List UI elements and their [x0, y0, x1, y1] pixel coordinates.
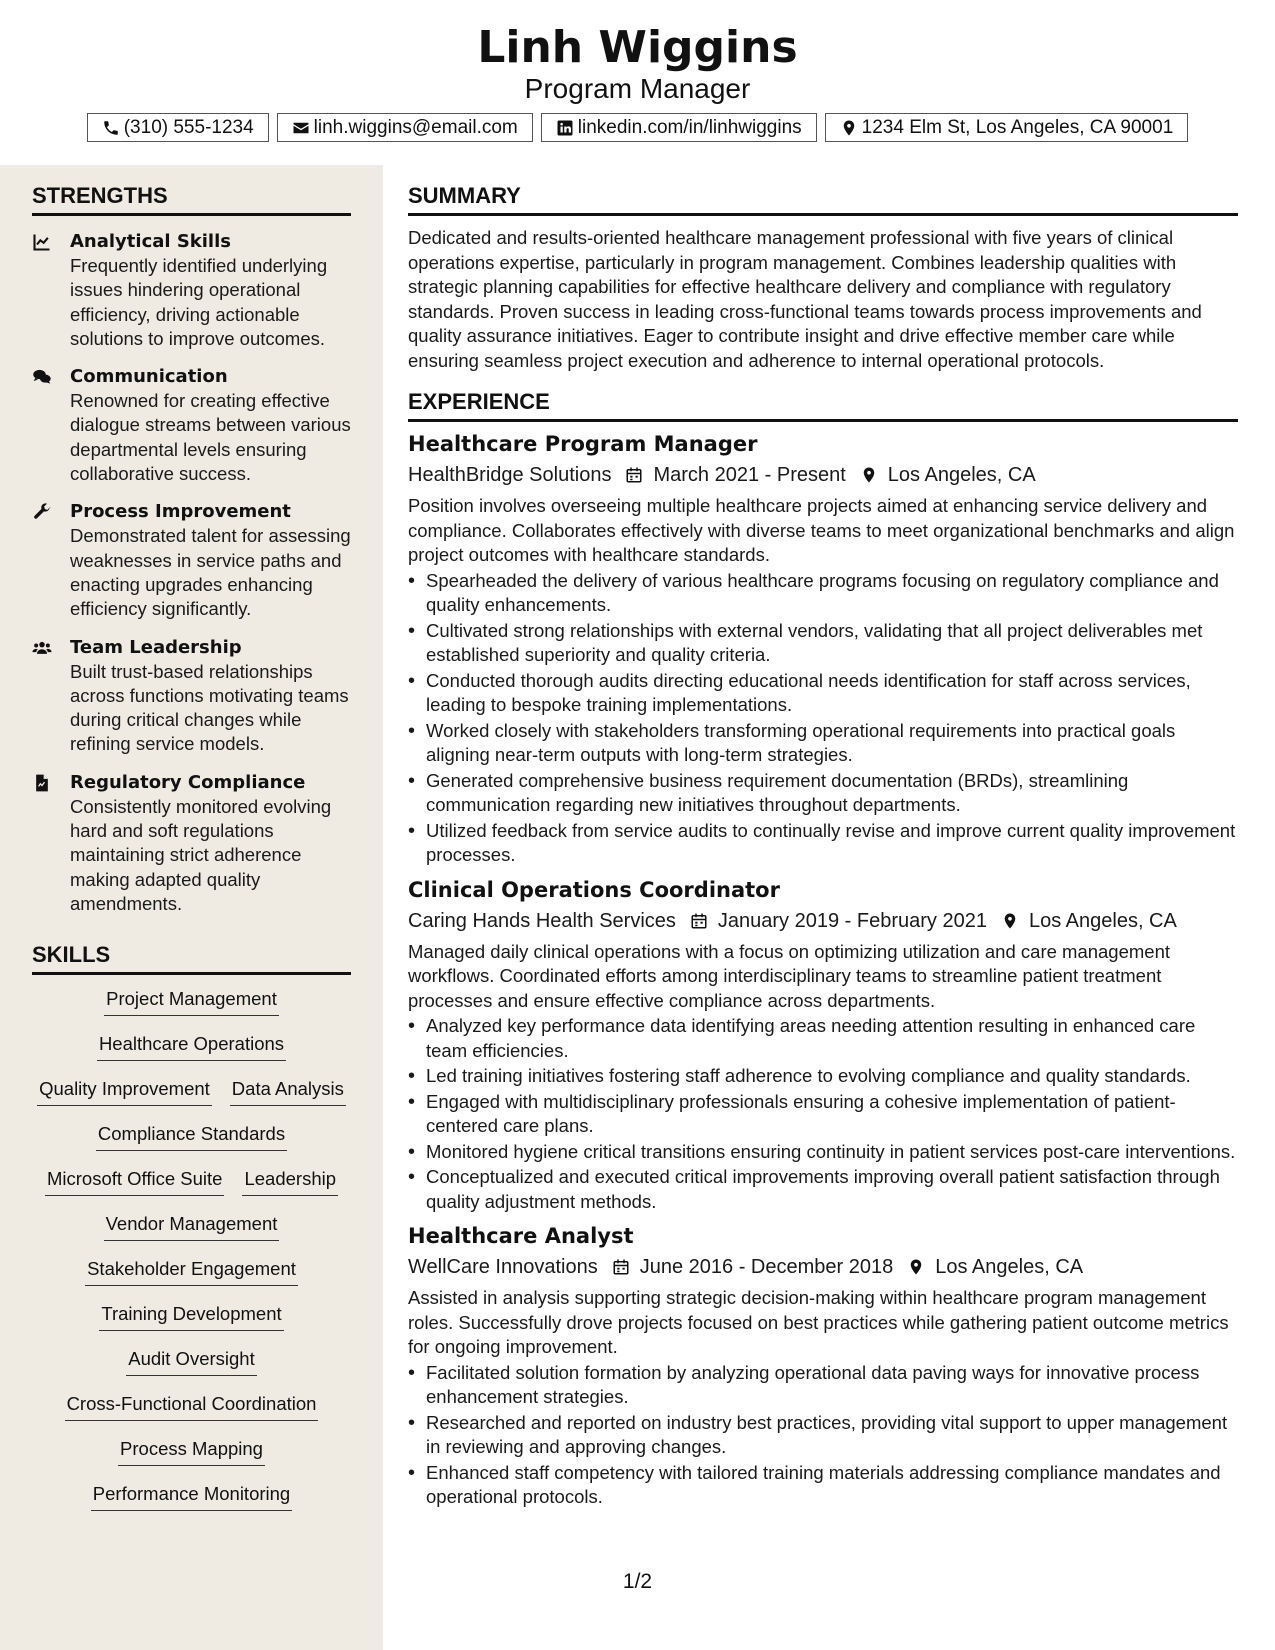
map-pin-icon [1001, 912, 1019, 930]
bullet-item: • Generated comprehensive business requirement documentation (BRDs), streamlining communication regarding new initiatives throughout departments. [408, 769, 1238, 818]
job-meta [408, 906, 1238, 936]
candidate-name: Linh Wiggins [477, 22, 798, 73]
strength-title: Communication [70, 366, 228, 388]
job-description: Assisted in analysis supporting strategic decision-making within healthcare program management roles. Successfully drove projects focused on best practices while gathering patient outcome metrics for ongoing improvement. [408, 1287, 1229, 1357]
calendar-icon [690, 912, 708, 930]
job-entry [408, 430, 1238, 868]
map-pin-icon [860, 466, 878, 484]
strength-item [32, 636, 351, 757]
job-meta [408, 460, 1238, 490]
job-company: Caring Hands Health Services [408, 909, 676, 932]
skill-tag: Cross-Functional Coordination [65, 1392, 319, 1421]
bullet-item: • Facilitated solution formation by analyzing operational data paving ways for innovative process enhancement strategies. [408, 1361, 1238, 1410]
bullet-item: • Enhanced staff competency with tailored training materials addressing compliance mandates and operational protocols. [408, 1461, 1238, 1510]
file-document-icon [32, 773, 52, 793]
skill-tag: Leadership [242, 1167, 338, 1196]
bullet-item: • Worked closely with stakeholders transforming operational requirements into practical goals aligning near-term outputs with long-term strategies. [408, 719, 1238, 768]
strength-text: Demonstrated talent for assessing weaknesses in service paths and enacting upgrades enhancing efficiency significantly. [70, 525, 351, 620]
bullet-item: • Spearheaded the delivery of various healthcare programs focusing on regulatory compliance and quality enhancements. [408, 569, 1238, 618]
strength-title: Team Leadership [70, 636, 242, 658]
job-entry [408, 1222, 1238, 1510]
bullet-item: • Led training initiatives fostering staff adherence to evolving compliance and quality standards. [408, 1064, 1238, 1089]
job-dates: June 2016 - December 2018 [639, 1256, 894, 1278]
job-title: Healthcare Program Manager [408, 432, 758, 456]
envelope-icon [292, 119, 310, 137]
candidate-role: Program Manager [524, 73, 751, 104]
main-content [408, 183, 1238, 1510]
contact-phone[interactable] [87, 113, 269, 142]
job-title: Clinical Operations Coordinator [408, 877, 780, 902]
strength-text: Renowned for creating effective dialogue streams between various departmental levels ensuring collaborative success. [70, 390, 351, 485]
strength-text: Built trust-based relationships across functions motivating teams during critical changes while refining service models. [70, 660, 349, 755]
bullet-item: • Utilized feedback from service audits to continually revise and improve current quality improvement processes. [408, 819, 1238, 868]
strength-title: Analytical Skills [70, 231, 231, 252]
skill-tag: Project Management [104, 987, 279, 1016]
contact-bar [0, 113, 1275, 142]
bullet-item: • Analyzed key performance data identifying areas needing attention resulting in enhanced care team efficiencies. [408, 1014, 1238, 1063]
skill-tag: Vendor Management [104, 1212, 280, 1241]
experience-heading: EXPERIENCE [408, 389, 1238, 422]
map-pin-icon [840, 119, 858, 137]
summary-text: Dedicated and results-oriented healthcare management professional with five years of clinical operations expertise, particularly in program management. Combines leadership qualities with strategic planning capabilities for effective healthcare delivery and compliance with regulatory standards. Proven success in leading cross-functional teams towards process improvements and quality assurance initiatives. Eager to contribute insight and drive effective member care while ensuring seamless project execution and adherence to internal operational protocols. [408, 227, 1202, 371]
job-dates: January 2019 - February 2021 [717, 909, 987, 932]
skill-tag: Compliance Standards [96, 1122, 287, 1151]
users-icon [32, 638, 52, 658]
skills-heading: SKILLS [32, 942, 351, 975]
skill-tag: Performance Monitoring [91, 1482, 292, 1511]
phone-icon [102, 119, 120, 137]
job-meta [408, 1252, 1238, 1282]
job-description: Position involves overseeing multiple healthcare projects aimed at enhancing service delivery and compliance. Collaborates effectively with diverse teams to meet organizational benchmarks and align project outcomes with healthcare standards. [408, 495, 1235, 565]
job-location: Los Angeles, CA [1028, 909, 1177, 932]
summary-heading: SUMMARY [408, 183, 1238, 216]
map-pin-icon [907, 1258, 925, 1276]
contact-linkedin-text: linkedin.com/in/linhwiggins [577, 116, 802, 138]
calendar-icon [625, 466, 643, 484]
linkedin-icon [556, 119, 574, 137]
contact-phone-text: (310) 555-1234 [123, 116, 254, 138]
chart-line-icon [32, 232, 52, 252]
skill-tag: Stakeholder Engagement [85, 1257, 298, 1286]
job-bullets [408, 1014, 1238, 1214]
job-location: Los Angeles, CA [935, 1256, 1084, 1278]
contact-address[interactable] [825, 113, 1189, 142]
job-company: WellCare Innovations [408, 1256, 598, 1278]
job-title: Healthcare Analyst [408, 1224, 634, 1248]
sidebar [0, 165, 383, 1650]
job-location: Los Angeles, CA [887, 464, 1036, 486]
contact-email[interactable] [277, 113, 533, 142]
strength-title: Regulatory Compliance [70, 771, 306, 793]
job-bullets [408, 1361, 1238, 1510]
strength-item [32, 230, 351, 351]
strength-item [32, 771, 351, 916]
bullet-item: • Cultivated strong relationships with external vendors, validating that all project deliverables met established superiority and quality criteria. [408, 619, 1238, 668]
wrench-icon [32, 502, 52, 522]
resume-header [0, 0, 1275, 165]
strength-title: Process Improvement [70, 501, 291, 523]
skill-tag: Quality Improvement [37, 1077, 212, 1106]
strength-text: Consistently monitored evolving hard and soft regulations maintaining strict adherence making adapted quality amendments. [70, 795, 332, 914]
bullet-item: • Conducted thorough audits directing educational needs identification for staff across services, leading to bespoke training implementations. [408, 669, 1238, 718]
contact-address-text: 1234 Elm St, Los Angeles, CA 90001 [861, 116, 1174, 138]
strengths-heading: STRENGTHS [32, 183, 351, 216]
contact-linkedin[interactable] [541, 113, 817, 142]
strength-item [32, 500, 351, 621]
skills-list [32, 987, 351, 1527]
skill-tag: Healthcare Operations [97, 1032, 286, 1061]
page-number: 1/2 [622, 1570, 653, 1593]
bullet-item: • Conceptualized and executed critical improvements improving overall patient satisfaction through quality adjustment methods. [408, 1165, 1238, 1214]
job-description: Managed daily clinical operations with a focus on optimizing utilization and care management workflows. Coordinated efforts among interdisciplinary teams to streamline patient treatment processes and ensure effective compliance across departments. [408, 940, 1171, 1011]
calendar-icon [612, 1258, 630, 1276]
job-dates: March 2021 - Present [653, 464, 846, 486]
comments-icon [32, 367, 52, 387]
bullet-item: • Monitored hygiene critical transitions ensuring continuity in patient services post-care interventions. [408, 1140, 1238, 1165]
strength-item [32, 365, 351, 486]
job-bullets [408, 569, 1238, 868]
job-company: HealthBridge Solutions [408, 464, 612, 486]
skill-tag: Process Mapping [118, 1437, 265, 1466]
skill-tag: Training Development [99, 1302, 283, 1331]
skill-tag: Audit Oversight [126, 1347, 256, 1376]
skill-tag: Data Analysis [230, 1077, 346, 1106]
strength-text: Frequently identified underlying issues hindering operational efficiency, driving actionable solutions to improve outcomes. [70, 255, 328, 349]
bullet-item: • Researched and reported on industry best practices, providing vital support to upper management in reviewing and approving changes. [408, 1411, 1238, 1460]
contact-email-text: linh.wiggins@email.com [313, 116, 518, 138]
bullet-item: • Engaged with multidisciplinary professionals ensuring a cohesive implementation of patient-centered care plans. [408, 1090, 1238, 1139]
job-entry [408, 876, 1238, 1215]
skill-tag: Microsoft Office Suite [45, 1167, 224, 1196]
